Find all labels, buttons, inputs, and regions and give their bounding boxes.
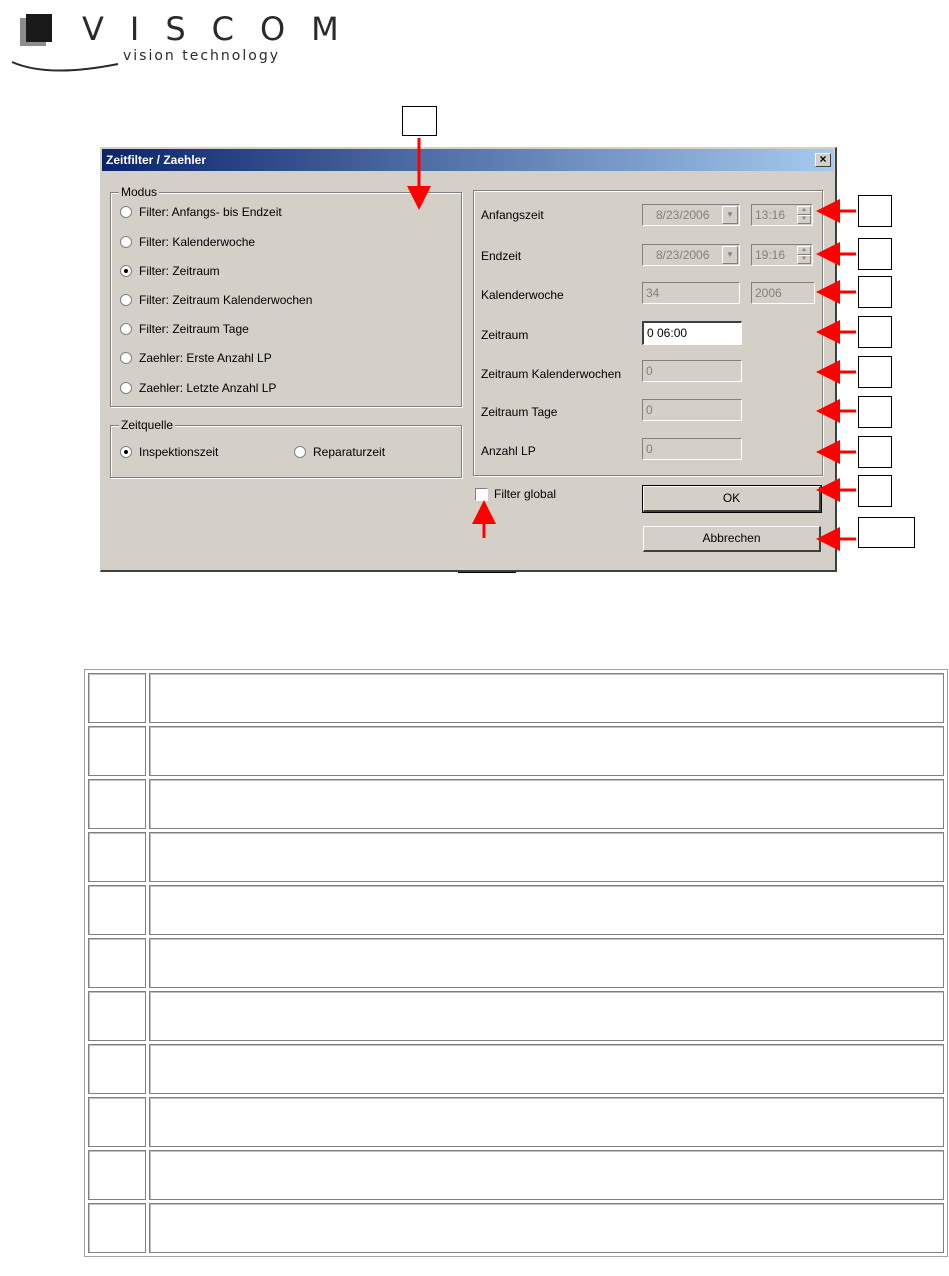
endzeit-date-value: 8/23/2006 — [656, 248, 710, 262]
legend-number-cell — [88, 1097, 146, 1147]
zeitraum-tage-input[interactable]: 0 — [642, 399, 742, 421]
chevron-down-icon: ▼ — [722, 206, 738, 224]
radio-label: Filter: Zeitraum Tage — [139, 322, 249, 336]
legend-description-cell — [149, 779, 944, 829]
anfangszeit-time-value: 13:16 — [755, 208, 786, 222]
zeitraum-kalenderwochen-input[interactable]: 0 — [642, 360, 742, 382]
kalenderwoche-week-input[interactable]: 34 — [642, 282, 740, 304]
filter-global-label: Filter global — [494, 487, 557, 501]
legend-number-cell — [88, 832, 146, 882]
legend-row — [88, 832, 944, 882]
legend-row — [88, 779, 944, 829]
dialog-title: Zeitfilter / Zaehler — [106, 153, 207, 167]
label-zeitraum-kalenderwochen: Zeitraum Kalenderwochen — [481, 367, 622, 381]
label-zeitraum-tage: Zeitraum Tage — [481, 405, 558, 419]
legend-row — [88, 673, 944, 723]
anfangszeit-date-value: 8/23/2006 — [656, 208, 710, 222]
radio-label: Inspektionszeit — [139, 445, 219, 459]
legend-number-cell — [88, 938, 146, 988]
logo-tagline: vision technology — [123, 48, 280, 64]
legend-number-cell — [88, 673, 146, 723]
legend-row — [88, 991, 944, 1041]
legend-description-cell — [149, 1044, 944, 1094]
legend-number-cell — [88, 1150, 146, 1200]
legend-number-cell — [88, 1203, 146, 1253]
legend-description-cell — [149, 1150, 944, 1200]
legend-description-cell — [149, 726, 944, 776]
radio-label: Filter: Anfangs- bis Endzeit — [139, 205, 282, 219]
legend-number-cell — [88, 726, 146, 776]
legend-description-cell — [149, 832, 944, 882]
legend-row — [88, 1044, 944, 1094]
spin-down-icon: ▼ — [797, 215, 811, 224]
spin-up-icon: ▲ — [797, 206, 811, 215]
radio-label: Filter: Zeitraum — [139, 264, 220, 278]
legend-row — [88, 885, 944, 935]
legend-body — [88, 673, 944, 1253]
chevron-down-icon: ▼ — [722, 246, 738, 264]
legend-number-cell — [88, 779, 146, 829]
legend-row — [88, 1150, 944, 1200]
legend-table — [84, 669, 948, 1257]
zeitquelle-group-label: Zeitquelle — [121, 418, 174, 432]
kalenderwoche-year-input[interactable]: 2006 — [751, 282, 815, 304]
legend-number-cell — [88, 885, 146, 935]
legend-row — [88, 1097, 944, 1147]
label-anzahl-lp: Anzahl LP — [481, 444, 536, 458]
spin-up-icon: ▲ — [797, 246, 811, 255]
legend-row — [88, 938, 944, 988]
label-kalenderwoche: Kalenderwoche — [481, 288, 564, 302]
legend-number-cell — [88, 991, 146, 1041]
radio-label: Reparaturzeit — [313, 445, 386, 459]
radio-label: Filter: Zeitraum Kalenderwochen — [139, 293, 313, 307]
spin-down-icon: ▼ — [797, 255, 811, 264]
radio-label: Filter: Kalenderwoche — [139, 235, 256, 249]
close-icon: × — [819, 152, 827, 166]
endzeit-time-value: 19:16 — [755, 248, 786, 262]
modus-group-label: Modus — [121, 185, 158, 199]
legend-row — [88, 726, 944, 776]
label-endzeit: Endzeit — [481, 249, 522, 263]
legend-description-cell — [149, 885, 944, 935]
legend-description-cell — [149, 673, 944, 723]
legend-row — [88, 1203, 944, 1253]
legend-description-cell — [149, 1203, 944, 1253]
zeitraum-input[interactable]: 0 06:00 — [642, 321, 742, 345]
abbrechen-button[interactable]: Abbrechen — [643, 526, 821, 552]
label-zeitraum: Zeitraum — [481, 328, 529, 342]
annotation-arrows — [0, 0, 949, 600]
legend-description-cell — [149, 991, 944, 1041]
anzahl-lp-input[interactable]: 0 — [642, 438, 742, 460]
legend-description-cell — [149, 938, 944, 988]
logo-name: VISCOM — [82, 10, 365, 48]
radio-label: Zaehler: Letzte Anzahl LP — [139, 381, 277, 395]
legend-number-cell — [88, 1044, 146, 1094]
label-anfangszeit: Anfangszeit — [481, 208, 544, 222]
legend-description-cell — [149, 1097, 944, 1147]
ok-button[interactable]: OK — [643, 486, 821, 512]
radio-label: Zaehler: Erste Anzahl LP — [139, 351, 272, 365]
